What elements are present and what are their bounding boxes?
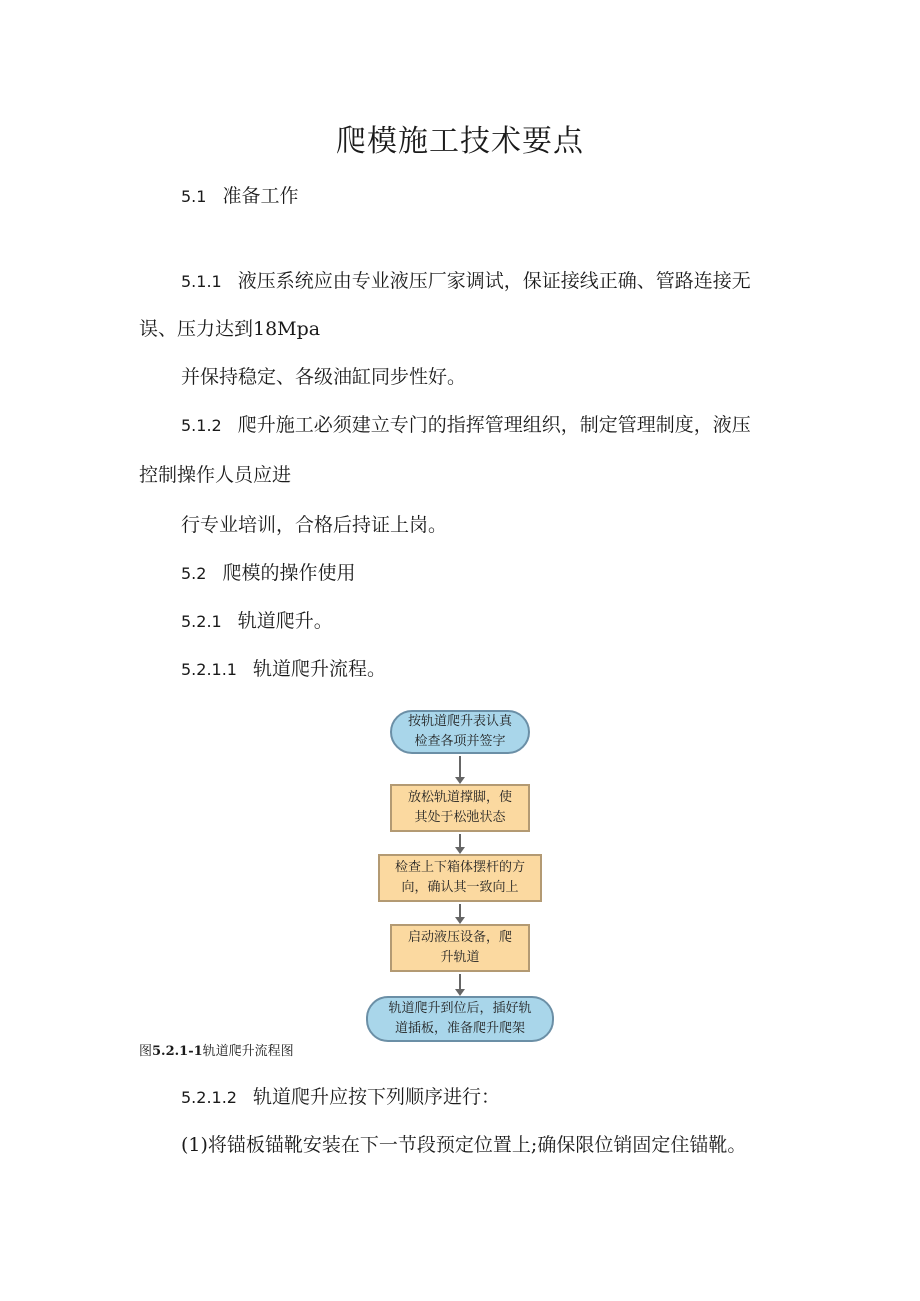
caption-number: 5.2.1-1 [152,1044,203,1059]
page-title: 爬模施工技术要点 [336,124,584,159]
section-heading: 准备工作 [222,185,299,207]
para-5-1-2-line-3: 行专业培训，合格后持证上岗。 [181,514,448,536]
section-number: 5.1 [181,187,207,206]
heading-5-2-1-2 [181,1082,500,1109]
para-5-1-1-line-2: 误、压力达到18Mpa [139,318,321,340]
flow-step-start-hydraulic: 启动液压设备，爬 升轨道 [390,924,530,972]
section-number: 5.1.1 [181,272,222,291]
caption-prefix: 图 [139,1044,153,1059]
heading-5-2-1-1 [181,654,386,681]
para-5-1-1-line-1 [181,266,751,293]
section-number: 5.2.1.1 [181,660,237,679]
flow-arrow [459,756,461,778]
section-heading: 轨道爬升流程。 [252,658,386,680]
flow-step-end: 轨道爬升到位后，插好轨 道插板，准备爬升爬架 [366,996,554,1042]
paragraph-text: 爬升施工必须建立专门的指挥管理组织，制定管理制度，液压 [237,414,751,436]
para-5-1-1-line-3: 并保持稳定、各级油缸同步性好。 [181,366,467,388]
flow-step-check-swing: 检查上下箱体摆杆的方 向，确认其一致向上 [378,854,542,902]
caption-text: 轨道爬升流程图 [202,1044,294,1059]
flow-arrow [459,834,461,848]
heading-5-2 [181,558,355,585]
heading-5-1 [181,181,298,208]
section-number: 5.2.1.2 [181,1088,237,1107]
section-number: 5.2.1 [181,612,222,631]
flow-arrow [459,904,461,918]
para-5-1-2-line-2: 控制操作人员应进 [139,464,292,486]
paragraph-text: 液压系统应由专业液压厂家调试，保证接线正确、管路连接无 [237,270,751,292]
section-heading: 爬模的操作使用 [222,562,356,584]
figure-caption [139,1040,294,1059]
heading-5-2-1 [181,606,333,633]
flow-arrow [459,974,461,990]
flow-step-loosen: 放松轨道撑脚，使 其处于松弛状态 [390,784,530,832]
section-number: 5.1.2 [181,416,222,435]
list-item-1: (1)将锚板锚靴安装在下一节段预定位置上;确保限位销固定住锚靴。 [181,1134,747,1156]
para-5-1-2-line-1 [181,410,751,437]
section-number: 5.2 [181,564,207,583]
section-heading: 轨道爬升。 [237,610,333,632]
flowchart [360,706,560,1046]
flow-step-start: 按轨道爬升表认真 检查各项并签字 [390,710,530,754]
section-heading: 轨道爬升应按下列顺序进行： [252,1086,500,1108]
